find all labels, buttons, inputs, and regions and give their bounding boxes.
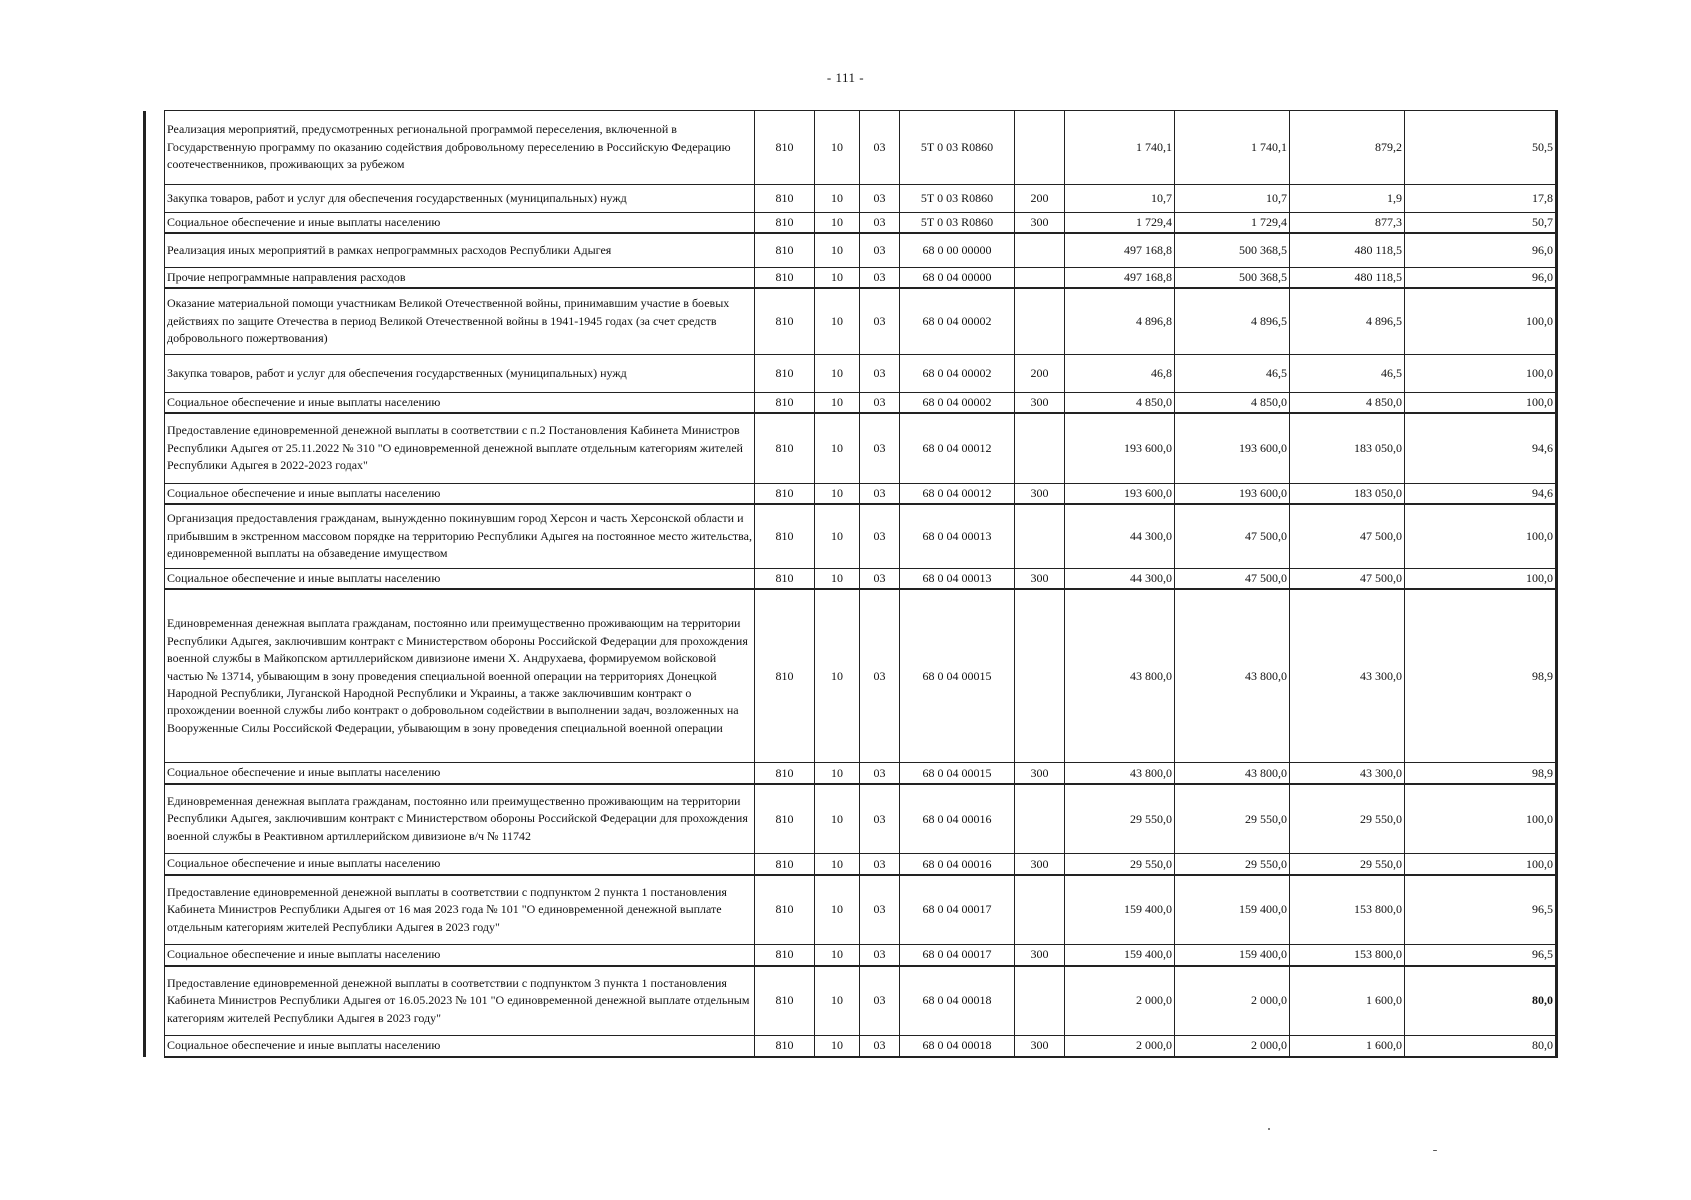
row-margin-cell — [145, 568, 165, 589]
cell-plan: 159 400,0 — [1065, 945, 1175, 966]
cell-plan: 193 600,0 — [1065, 483, 1175, 504]
cell-refined: 2 000,0 — [1175, 1036, 1290, 1057]
cell-vr: 300 — [1015, 945, 1065, 966]
row-margin-cell — [145, 213, 165, 234]
cell-plan: 1 729,4 — [1065, 213, 1175, 234]
cell-percent: 100,0 — [1405, 288, 1557, 354]
cell-csr: 68 0 04 00013 — [900, 568, 1015, 589]
cell-csr: 68 0 04 00002 — [900, 392, 1015, 413]
cell-rz: 10 — [815, 392, 860, 413]
row-name: Единовременная денежная выплата гражданам, постоянно или преимущественно проживающим на территории Республики Адыгея, заключившим контракт с Министерством обороны Российской Федерации для прохождения военной службы в Реактивном артиллерийском дивизионе в/ч № 11742 — [165, 784, 755, 854]
cell-percent: 100,0 — [1405, 568, 1557, 589]
cell-plan: 2 000,0 — [1065, 966, 1175, 1036]
cell-gr: 810 — [755, 763, 815, 784]
cell-vr: 200 — [1015, 185, 1065, 213]
cell-percent: 100,0 — [1405, 504, 1557, 568]
cell-vr: 200 — [1015, 354, 1065, 392]
cell-vr — [1015, 966, 1065, 1036]
cell-rz: 10 — [815, 354, 860, 392]
table-row — [145, 784, 1557, 854]
cell-rz: 10 — [815, 504, 860, 568]
cell-percent: 17,8 — [1405, 185, 1557, 213]
cell-pr: 03 — [860, 784, 900, 854]
cell-percent: 94,6 — [1405, 413, 1557, 483]
cell-pr: 03 — [860, 185, 900, 213]
cell-csr: 68 0 04 00013 — [900, 504, 1015, 568]
table-row — [145, 763, 1557, 784]
table-row — [145, 589, 1557, 763]
cell-refined: 500 368,5 — [1175, 267, 1290, 288]
cell-rz: 10 — [815, 966, 860, 1036]
cell-csr: 5Т 0 03 R0860 — [900, 111, 1015, 185]
cell-gr: 810 — [755, 504, 815, 568]
budget-table-body — [145, 111, 1557, 1057]
row-name: Реализация иных мероприятий в рамках непрограммных расходов Республики Адыгея — [165, 233, 755, 267]
cell-rz: 10 — [815, 784, 860, 854]
cell-refined: 46,5 — [1175, 354, 1290, 392]
table-row — [145, 945, 1557, 966]
cell-refined: 4 896,5 — [1175, 288, 1290, 354]
table-row — [145, 875, 1557, 945]
cell-vr — [1015, 267, 1065, 288]
cell-pr: 03 — [860, 966, 900, 1036]
cell-pr: 03 — [860, 504, 900, 568]
row-name: Организация предоставления гражданам, вынужденно покинувшим город Херсон и часть Херсонской области и прибывшим в экстренном массовом порядке на территорию Республики Адыгея на постоянное место жительства, единовременной выплаты на обзаведение имуществом — [165, 504, 755, 568]
cell-exec: 480 118,5 — [1290, 267, 1405, 288]
cell-rz: 10 — [815, 111, 860, 185]
cell-exec: 46,5 — [1290, 354, 1405, 392]
cell-percent: 96,0 — [1405, 267, 1557, 288]
cell-plan: 4 896,8 — [1065, 288, 1175, 354]
cell-gr: 810 — [755, 1036, 815, 1057]
cell-pr: 03 — [860, 111, 900, 185]
cell-vr: 300 — [1015, 392, 1065, 413]
table-row — [145, 413, 1557, 483]
cell-percent: 94,6 — [1405, 483, 1557, 504]
table-row — [145, 966, 1557, 1036]
cell-plan: 10,7 — [1065, 185, 1175, 213]
row-name: Социальное обеспечение и иные выплаты населению — [165, 763, 755, 784]
cell-vr: 300 — [1015, 483, 1065, 504]
cell-pr: 03 — [860, 392, 900, 413]
table-row — [145, 213, 1557, 234]
row-name: Социальное обеспечение и иные выплаты населению — [165, 945, 755, 966]
cell-gr: 810 — [755, 568, 815, 589]
cell-csr: 68 0 04 00018 — [900, 1036, 1015, 1057]
cell-refined: 4 850,0 — [1175, 392, 1290, 413]
cell-gr: 810 — [755, 589, 815, 763]
cell-vr: 300 — [1015, 568, 1065, 589]
cell-vr — [1015, 111, 1065, 185]
cell-percent: 96,0 — [1405, 233, 1557, 267]
cell-rz: 10 — [815, 213, 860, 234]
cell-refined: 1 729,4 — [1175, 213, 1290, 234]
row-name: Предоставление единовременной денежной выплаты в соответствии с подпунктом 3 пункта 1 постановления Кабинета Министров Республики Адыгея от 16.05.2023 № 101 "О единовременной денежной выплате отдельным категориям жителей Республики Адыгея в 2023 году" — [165, 966, 755, 1036]
cell-pr: 03 — [860, 589, 900, 763]
cell-exec: 4 896,5 — [1290, 288, 1405, 354]
cell-refined: 1 740,1 — [1175, 111, 1290, 185]
row-margin-cell — [145, 267, 165, 288]
table-row — [145, 504, 1557, 568]
row-margin-cell — [145, 185, 165, 213]
cell-exec: 43 300,0 — [1290, 763, 1405, 784]
cell-refined: 159 400,0 — [1175, 875, 1290, 945]
cell-refined: 193 600,0 — [1175, 483, 1290, 504]
cell-pr: 03 — [860, 267, 900, 288]
cell-plan: 2 000,0 — [1065, 1036, 1175, 1057]
cell-percent: 80,0 — [1405, 966, 1557, 1036]
cell-gr: 810 — [755, 784, 815, 854]
cell-rz: 10 — [815, 945, 860, 966]
cell-exec: 153 800,0 — [1290, 875, 1405, 945]
cell-gr: 810 — [755, 233, 815, 267]
cell-gr: 810 — [755, 185, 815, 213]
cell-csr: 68 0 04 00000 — [900, 267, 1015, 288]
cell-plan: 1 740,1 — [1065, 111, 1175, 185]
cell-gr: 810 — [755, 875, 815, 945]
cell-percent: 96,5 — [1405, 875, 1557, 945]
row-name: Социальное обеспечение и иные выплаты населению — [165, 854, 755, 875]
cell-rz: 10 — [815, 288, 860, 354]
cell-refined: 29 550,0 — [1175, 854, 1290, 875]
cell-exec: 183 050,0 — [1290, 413, 1405, 483]
cell-exec: 29 550,0 — [1290, 784, 1405, 854]
cell-rz: 10 — [815, 568, 860, 589]
cell-exec: 43 300,0 — [1290, 589, 1405, 763]
row-name: Социальное обеспечение и иные выплаты населению — [165, 392, 755, 413]
row-name: Социальное обеспечение и иные выплаты населению — [165, 483, 755, 504]
cell-gr: 810 — [755, 413, 815, 483]
row-margin-cell — [145, 413, 165, 483]
row-name: Закупка товаров, работ и услуг для обеспечения государственных (муниципальных) нужд — [165, 354, 755, 392]
cell-exec: 47 500,0 — [1290, 504, 1405, 568]
row-margin-cell — [145, 589, 165, 763]
cell-pr: 03 — [860, 875, 900, 945]
row-margin-cell — [145, 763, 165, 784]
cell-plan: 193 600,0 — [1065, 413, 1175, 483]
table-row — [145, 185, 1557, 213]
cell-vr — [1015, 589, 1065, 763]
cell-pr: 03 — [860, 233, 900, 267]
cell-exec: 47 500,0 — [1290, 568, 1405, 589]
row-margin-cell — [145, 111, 165, 185]
table-row — [145, 354, 1557, 392]
cell-refined: 159 400,0 — [1175, 945, 1290, 966]
cell-gr: 810 — [755, 288, 815, 354]
table-row — [145, 392, 1557, 413]
row-name: Единовременная денежная выплата гражданам, постоянно или преимущественно проживающим на территории Республики Адыгея, заключившим контракт с Министерством обороны Российской Федерации для прохождения военной службы в Майкопском артиллерийском дивизионе имени Х. Андрухаева, формируемом войсковой частью № 13714, убывающим в зону проведения специальной военной операции на территориях Донецкой Народной Республики, Луганской Народной Республики и Украины, а также заключившим контракт о прохождении военной службы либо контракт о добровольном содействии в выполнении задач, возложенных на Вооруженные Силы Российской Федерации, убывающим в зону проведения специальной военной операции — [165, 589, 755, 763]
cell-pr: 03 — [860, 568, 900, 589]
cell-vr — [1015, 784, 1065, 854]
table-row — [145, 267, 1557, 288]
row-margin-cell — [145, 784, 165, 854]
cell-plan: 497 168,8 — [1065, 267, 1175, 288]
table-row — [145, 483, 1557, 504]
cell-exec: 879,2 — [1290, 111, 1405, 185]
cell-gr: 810 — [755, 392, 815, 413]
scan-speck — [1268, 1128, 1270, 1130]
cell-csr: 68 0 04 00015 — [900, 589, 1015, 763]
row-name: Прочие непрограммные направления расходов — [165, 267, 755, 288]
cell-pr: 03 — [860, 1036, 900, 1057]
cell-rz: 10 — [815, 763, 860, 784]
row-margin-cell — [145, 966, 165, 1036]
row-margin-cell — [145, 288, 165, 354]
cell-rz: 10 — [815, 854, 860, 875]
cell-vr: 300 — [1015, 854, 1065, 875]
row-margin-cell — [145, 392, 165, 413]
cell-exec: 153 800,0 — [1290, 945, 1405, 966]
cell-pr: 03 — [860, 483, 900, 504]
cell-plan: 29 550,0 — [1065, 784, 1175, 854]
row-margin-cell — [145, 1036, 165, 1057]
row-name: Социальное обеспечение и иные выплаты населению — [165, 1036, 755, 1057]
cell-rz: 10 — [815, 483, 860, 504]
cell-vr: 300 — [1015, 213, 1065, 234]
row-name: Реализация мероприятий, предусмотренных региональной программой переселения, включенной в Государственную программу по оказанию содействия добровольному переселению в Российскую Федерацию соотечественников, проживающих за рубежом — [165, 111, 755, 185]
cell-vr — [1015, 413, 1065, 483]
cell-plan: 29 550,0 — [1065, 854, 1175, 875]
row-name: Социальное обеспечение и иные выплаты населению — [165, 568, 755, 589]
cell-plan: 44 300,0 — [1065, 504, 1175, 568]
row-name: Предоставление единовременной денежной выплаты в соответствии с подпунктом 2 пункта 1 постановления Кабинета Министров Республики Адыгея от 16 мая 2023 года № 101 "О единовременной денежной выплате отдельным категориям жителей Республики Адыгея в 2023 году" — [165, 875, 755, 945]
cell-gr: 810 — [755, 483, 815, 504]
cell-exec: 4 850,0 — [1290, 392, 1405, 413]
table-row — [145, 111, 1557, 185]
row-name: Закупка товаров, работ и услуг для обеспечения государственных (муниципальных) нужд — [165, 185, 755, 213]
table-row — [145, 568, 1557, 589]
table-row — [145, 1036, 1557, 1057]
cell-plan: 46,8 — [1065, 354, 1175, 392]
cell-csr: 68 0 04 00002 — [900, 354, 1015, 392]
cell-refined: 47 500,0 — [1175, 504, 1290, 568]
cell-exec: 877,3 — [1290, 213, 1405, 234]
budget-table — [143, 110, 1558, 1058]
cell-refined: 500 368,5 — [1175, 233, 1290, 267]
cell-refined: 29 550,0 — [1175, 784, 1290, 854]
row-name: Предоставление единовременной денежной выплаты в соответствии с п.2 Постановления Кабинета Министров Республики Адыгея от 25.11.2022 № 310 "О единовременной денежной выплате отдельным категориям жителей Республики Адыгея в 2022-2023 годах" — [165, 413, 755, 483]
cell-pr: 03 — [860, 288, 900, 354]
row-margin-cell — [145, 875, 165, 945]
cell-exec: 1 600,0 — [1290, 1036, 1405, 1057]
cell-gr: 810 — [755, 354, 815, 392]
cell-csr: 68 0 04 00018 — [900, 966, 1015, 1036]
cell-csr: 5Т 0 03 R0860 — [900, 185, 1015, 213]
cell-percent: 98,9 — [1405, 589, 1557, 763]
cell-csr: 68 0 04 00017 — [900, 945, 1015, 966]
cell-vr: 300 — [1015, 1036, 1065, 1057]
cell-exec: 480 118,5 — [1290, 233, 1405, 267]
cell-csr: 68 0 04 00015 — [900, 763, 1015, 784]
table-row — [145, 233, 1557, 267]
cell-percent: 50,7 — [1405, 213, 1557, 234]
cell-pr: 03 — [860, 945, 900, 966]
table-row — [145, 288, 1557, 354]
cell-gr: 810 — [755, 111, 815, 185]
cell-refined: 2 000,0 — [1175, 966, 1290, 1036]
cell-plan: 44 300,0 — [1065, 568, 1175, 589]
scan-speck — [1433, 1150, 1437, 1151]
cell-plan: 43 800,0 — [1065, 589, 1175, 763]
row-margin-cell — [145, 354, 165, 392]
row-margin-cell — [145, 233, 165, 267]
cell-csr: 68 0 04 00016 — [900, 854, 1015, 875]
cell-plan: 43 800,0 — [1065, 763, 1175, 784]
cell-rz: 10 — [815, 1036, 860, 1057]
cell-refined: 10,7 — [1175, 185, 1290, 213]
cell-refined: 47 500,0 — [1175, 568, 1290, 589]
cell-rz: 10 — [815, 875, 860, 945]
cell-refined: 43 800,0 — [1175, 589, 1290, 763]
cell-percent: 100,0 — [1405, 784, 1557, 854]
cell-gr: 810 — [755, 854, 815, 875]
cell-percent: 100,0 — [1405, 392, 1557, 413]
row-margin-cell — [145, 945, 165, 966]
cell-gr: 810 — [755, 966, 815, 1036]
cell-gr: 810 — [755, 213, 815, 234]
table-row — [145, 854, 1557, 875]
cell-percent: 100,0 — [1405, 854, 1557, 875]
cell-pr: 03 — [860, 413, 900, 483]
row-margin-cell — [145, 504, 165, 568]
cell-exec: 1,9 — [1290, 185, 1405, 213]
cell-pr: 03 — [860, 354, 900, 392]
cell-vr — [1015, 875, 1065, 945]
cell-plan: 497 168,8 — [1065, 233, 1175, 267]
cell-vr — [1015, 504, 1065, 568]
budget-table-container — [143, 110, 1555, 1058]
cell-vr: 300 — [1015, 763, 1065, 784]
cell-gr: 810 — [755, 945, 815, 966]
page-number: - 111 - — [826, 70, 865, 85]
cell-pr: 03 — [860, 854, 900, 875]
cell-percent: 98,9 — [1405, 763, 1557, 784]
cell-csr: 68 0 04 00016 — [900, 784, 1015, 854]
cell-rz: 10 — [815, 267, 860, 288]
cell-percent: 50,5 — [1405, 111, 1557, 185]
row-margin-cell — [145, 483, 165, 504]
cell-csr: 68 0 04 00017 — [900, 875, 1015, 945]
cell-rz: 10 — [815, 413, 860, 483]
cell-percent: 96,5 — [1405, 945, 1557, 966]
cell-rz: 10 — [815, 185, 860, 213]
cell-refined: 193 600,0 — [1175, 413, 1290, 483]
cell-vr — [1015, 288, 1065, 354]
cell-vr — [1015, 233, 1065, 267]
cell-refined: 43 800,0 — [1175, 763, 1290, 784]
cell-exec: 1 600,0 — [1290, 966, 1405, 1036]
cell-rz: 10 — [815, 233, 860, 267]
row-name: Оказание материальной помощи участникам Великой Отечественной войны, принимавшим участие в боевых действиях по защите Отечества в период Великой Отечественной войны в 1941-1945 годах (за счет средств добровольного пожертвования) — [165, 288, 755, 354]
cell-pr: 03 — [860, 763, 900, 784]
cell-exec: 183 050,0 — [1290, 483, 1405, 504]
cell-plan: 159 400,0 — [1065, 875, 1175, 945]
cell-gr: 810 — [755, 267, 815, 288]
cell-percent: 80,0 — [1405, 1036, 1557, 1057]
cell-csr: 5Т 0 03 R0860 — [900, 213, 1015, 234]
cell-rz: 10 — [815, 589, 860, 763]
cell-csr: 68 0 04 00002 — [900, 288, 1015, 354]
cell-pr: 03 — [860, 213, 900, 234]
cell-csr: 68 0 04 00012 — [900, 413, 1015, 483]
cell-plan: 4 850,0 — [1065, 392, 1175, 413]
cell-percent: 100,0 — [1405, 354, 1557, 392]
cell-csr: 68 0 04 00012 — [900, 483, 1015, 504]
cell-csr: 68 0 00 00000 — [900, 233, 1015, 267]
cell-exec: 29 550,0 — [1290, 854, 1405, 875]
row-name: Социальное обеспечение и иные выплаты населению — [165, 213, 755, 234]
row-margin-cell — [145, 854, 165, 875]
